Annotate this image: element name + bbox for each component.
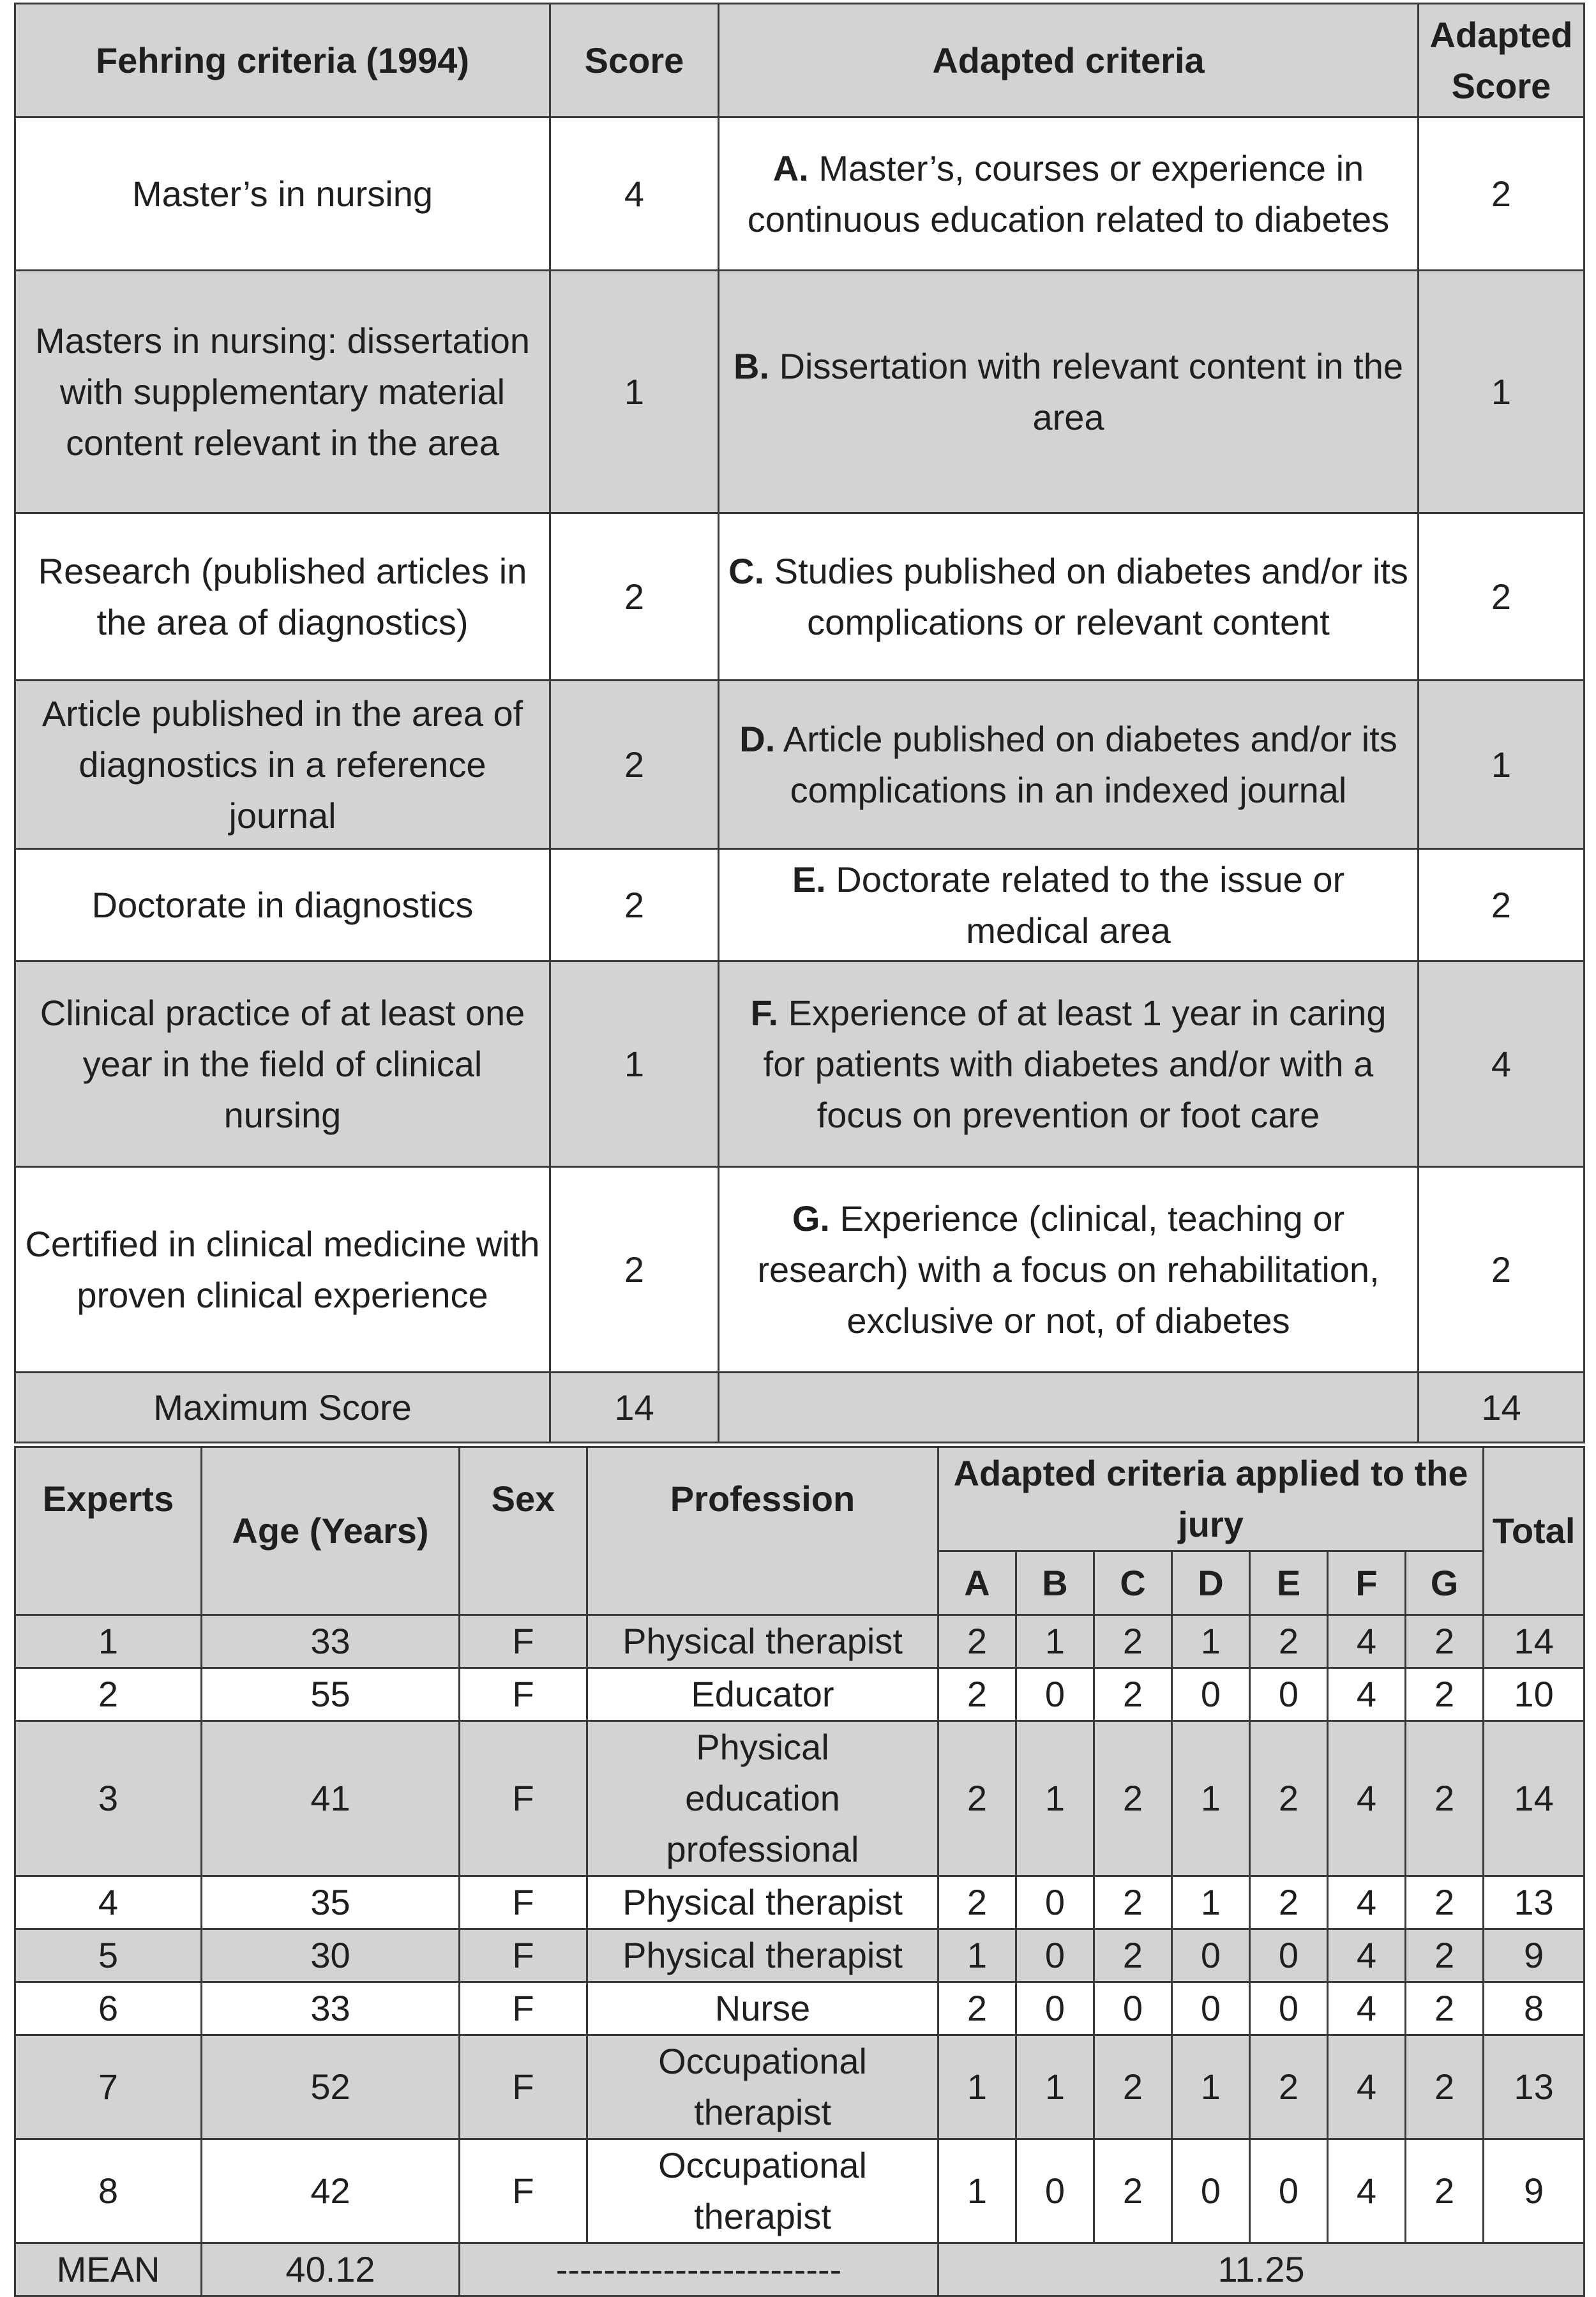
criterion-b-header: B <box>1016 1551 1094 1615</box>
expert-profession: Educator <box>587 1668 938 1721</box>
experts-table <box>14 1446 1585 2297</box>
expert-total: 14 <box>1484 1615 1585 1668</box>
adapted-score-cell: 4 <box>1419 961 1585 1167</box>
criterion-text: Studies published on diabetes and/or its complications or relevant content <box>764 550 1408 642</box>
maximum-score-label: Maximum Score <box>15 1373 550 1443</box>
score-f: 4 <box>1328 2139 1406 2243</box>
fehring-cell: Clinical practice of at least one year in the field of clinical nursing <box>15 961 550 1167</box>
criterion-letter: D. <box>739 718 776 759</box>
expert-row <box>15 1876 1585 1929</box>
score-e: 0 <box>1250 2139 1328 2243</box>
expert-total: 13 <box>1484 2035 1585 2139</box>
expert-age: 52 <box>202 2035 460 2139</box>
criterion-text: Experience of at least 1 year in caring for patients with diabetes and/or with a focus on prevention or foot care <box>763 992 1387 1135</box>
score-d: 1 <box>1172 1721 1250 1876</box>
expert-total: 14 <box>1484 1721 1585 1876</box>
expert-age: 35 <box>202 1876 460 1929</box>
score-e: 0 <box>1250 1929 1328 1982</box>
fehring-cell: Article published in the area of diagnostics in a reference journal <box>15 681 550 849</box>
criterion-d-header: D <box>1172 1551 1250 1615</box>
score-a: 1 <box>938 2035 1016 2139</box>
score-c: 2 <box>1094 1668 1172 1721</box>
expert-row <box>15 1982 1585 2035</box>
criteria-header-row <box>15 4 1585 117</box>
criterion-letter: G. <box>792 1198 830 1239</box>
adapted-score-cell: 2 <box>1419 1167 1585 1373</box>
adapted-cell <box>719 849 1419 961</box>
adapted-score-cell: 1 <box>1419 681 1585 849</box>
criterion-text: Experience (clinical, teaching or research) with a focus on rehabilitation, exclusive or not, of diabetes <box>757 1198 1380 1341</box>
expert-id: 8 <box>15 2139 202 2243</box>
expert-row <box>15 2139 1585 2243</box>
expert-profession: Physical therapist <box>587 1929 938 1982</box>
expert-row <box>15 1668 1585 1721</box>
score-d: 1 <box>1172 2035 1250 2139</box>
fehring-cell: Master’s in nursing <box>15 117 550 271</box>
score-e: 0 <box>1250 1668 1328 1721</box>
score-cell: 2 <box>550 681 719 849</box>
score-b: 1 <box>1016 1615 1094 1668</box>
expert-sex: F <box>460 1982 587 2035</box>
score-f: 4 <box>1328 1929 1406 1982</box>
score-b: 1 <box>1016 1721 1094 1876</box>
score-a: 2 <box>938 1668 1016 1721</box>
score-cell: 4 <box>550 117 719 271</box>
score-e: 2 <box>1250 2035 1328 2139</box>
mean-dashes: ------------------------ <box>460 2243 938 2296</box>
total-header: Total <box>1484 1447 1585 1615</box>
expert-profession: Occupational therapist <box>587 2139 938 2243</box>
expert-profession: Nurse <box>587 1982 938 2035</box>
score-g: 2 <box>1406 1721 1484 1876</box>
adapted-score-cell: 1 <box>1419 271 1585 513</box>
score-f: 4 <box>1328 1615 1406 1668</box>
score-b: 0 <box>1016 2139 1094 2243</box>
expert-id: 7 <box>15 2035 202 2139</box>
score-a: 1 <box>938 1929 1016 1982</box>
score-d: 0 <box>1172 1982 1250 2035</box>
criteria-row <box>15 681 1585 849</box>
adapted-score-cell: 2 <box>1419 117 1585 271</box>
fehring-cell: Research (published articles in the area of diagnostics) <box>15 513 550 681</box>
score-cell: 2 <box>550 513 719 681</box>
score-c: 0 <box>1094 1982 1172 2035</box>
fehring-criteria-table <box>14 3 1585 1443</box>
score-g: 2 <box>1406 1929 1484 1982</box>
criterion-letter: E. <box>792 859 826 900</box>
criteria-row <box>15 1167 1585 1373</box>
score-c: 2 <box>1094 1929 1172 1982</box>
score-d: 0 <box>1172 1929 1250 1982</box>
score-cell: 1 <box>550 271 719 513</box>
criterion-f-header: F <box>1328 1551 1406 1615</box>
score-b: 0 <box>1016 1668 1094 1721</box>
criterion-letter: A. <box>772 147 809 188</box>
criteria-row <box>15 849 1585 961</box>
score-a: 2 <box>938 1876 1016 1929</box>
fehring-header: Fehring criteria (1994) <box>15 4 550 117</box>
criterion-e-header: E <box>1250 1551 1328 1615</box>
score-e: 2 <box>1250 1876 1328 1929</box>
expert-id: 2 <box>15 1668 202 1721</box>
maximum-score-value: 14 <box>550 1373 719 1443</box>
profession-header: Profession <box>587 1447 938 1615</box>
score-a: 1 <box>938 2139 1016 2243</box>
score-cell: 2 <box>550 849 719 961</box>
score-g: 2 <box>1406 2035 1484 2139</box>
score-d: 1 <box>1172 1876 1250 1929</box>
criterion-letter: F. <box>750 992 779 1033</box>
score-c: 2 <box>1094 1615 1172 1668</box>
expert-sex: F <box>460 2035 587 2139</box>
adapted-cell <box>719 1167 1419 1373</box>
score-d: 0 <box>1172 1668 1250 1721</box>
score-g: 2 <box>1406 1668 1484 1721</box>
expert-row <box>15 1929 1585 1982</box>
expert-sex: F <box>460 1876 587 1929</box>
score-g: 2 <box>1406 1615 1484 1668</box>
expert-sex: F <box>460 1929 587 1982</box>
score-b: 1 <box>1016 2035 1094 2139</box>
score-e: 2 <box>1250 1615 1328 1668</box>
score-b: 0 <box>1016 1982 1094 2035</box>
expert-total: 13 <box>1484 1876 1585 1929</box>
adapted-criteria-header: Adapted criteria <box>719 4 1419 117</box>
maximum-adapted-score-value: 14 <box>1419 1373 1585 1443</box>
mean-age: 40.12 <box>202 2243 460 2296</box>
criterion-c-header: C <box>1094 1551 1172 1615</box>
adapted-cell <box>719 961 1419 1167</box>
expert-sex: F <box>460 1721 587 1876</box>
criterion-text: Master’s, courses or experience in continuous education related to diabetes <box>747 147 1390 239</box>
expert-row <box>15 2035 1585 2139</box>
score-f: 4 <box>1328 1721 1406 1876</box>
expert-row <box>15 1721 1585 1876</box>
maximum-score-row <box>15 1373 1585 1443</box>
expert-sex: F <box>460 2139 587 2243</box>
adapted-score-cell: 2 <box>1419 849 1585 961</box>
score-g: 2 <box>1406 1982 1484 2035</box>
expert-row <box>15 1615 1585 1668</box>
criterion-letter: C. <box>728 550 765 591</box>
score-cell: 1 <box>550 961 719 1167</box>
score-f: 4 <box>1328 1668 1406 1721</box>
expert-age: 41 <box>202 1721 460 1876</box>
criteria-row <box>15 117 1585 271</box>
expert-id: 3 <box>15 1721 202 1876</box>
expert-profession: Physical education professional <box>587 1721 938 1876</box>
score-c: 2 <box>1094 2139 1172 2243</box>
score-f: 4 <box>1328 1876 1406 1929</box>
score-d: 0 <box>1172 2139 1250 2243</box>
score-header: Score <box>550 4 719 117</box>
expert-age: 33 <box>202 1615 460 1668</box>
adapted-cell <box>719 513 1419 681</box>
expert-total: 9 <box>1484 1929 1585 1982</box>
expert-profession: Occupational therapist <box>587 2035 938 2139</box>
age-header: Age (Years) <box>202 1447 460 1615</box>
adapted-cell <box>719 681 1419 849</box>
criterion-text: Doctorate related to the issue or medical area <box>825 859 1345 951</box>
score-f: 4 <box>1328 2035 1406 2139</box>
criterion-text: Dissertation with relevant content in the area <box>769 345 1403 437</box>
criterion-g-header: G <box>1406 1551 1484 1615</box>
score-g: 2 <box>1406 1876 1484 1929</box>
score-c: 2 <box>1094 1721 1172 1876</box>
adapted-cell <box>719 117 1419 271</box>
criteria-row <box>15 271 1585 513</box>
sex-header: Sex <box>460 1447 587 1615</box>
score-a: 2 <box>938 1721 1016 1876</box>
adapted-score-cell: 2 <box>1419 513 1585 681</box>
expert-age: 33 <box>202 1982 460 2035</box>
score-e: 2 <box>1250 1721 1328 1876</box>
expert-sex: F <box>460 1668 587 1721</box>
expert-id: 6 <box>15 1982 202 2035</box>
score-g: 2 <box>1406 2139 1484 2243</box>
expert-id: 5 <box>15 1929 202 1982</box>
criteria-applied-header: Adapted criteria applied to the jury <box>938 1447 1484 1551</box>
score-cell: 2 <box>550 1167 719 1373</box>
mean-label: MEAN <box>15 2243 202 2296</box>
experts-header-row <box>15 1447 1585 1551</box>
expert-total: 9 <box>1484 2139 1585 2243</box>
expert-age: 42 <box>202 2139 460 2243</box>
mean-total: 11.25 <box>938 2243 1585 2296</box>
score-e: 0 <box>1250 1982 1328 2035</box>
expert-age: 30 <box>202 1929 460 1982</box>
criterion-letter: B. <box>734 345 770 386</box>
expert-id: 1 <box>15 1615 202 1668</box>
expert-sex: F <box>460 1615 587 1668</box>
fehring-cell: Masters in nursing: dissertation with supplementary material content relevant in the area <box>15 271 550 513</box>
expert-profession: Physical therapist <box>587 1615 938 1668</box>
score-a: 2 <box>938 1982 1016 2035</box>
criteria-row <box>15 961 1585 1167</box>
fehring-cell: Doctorate in diagnostics <box>15 849 550 961</box>
expert-age: 55 <box>202 1668 460 1721</box>
expert-profession: Physical therapist <box>587 1876 938 1929</box>
score-c: 2 <box>1094 1876 1172 1929</box>
adapted-cell <box>719 271 1419 513</box>
fehring-cell: Certified in clinical medicine with proven clinical experience <box>15 1167 550 1373</box>
expert-total: 10 <box>1484 1668 1585 1721</box>
criteria-row <box>15 513 1585 681</box>
adapted-score-header: Adapted Score <box>1419 4 1585 117</box>
score-d: 1 <box>1172 1615 1250 1668</box>
score-f: 4 <box>1328 1982 1406 2035</box>
score-b: 0 <box>1016 1929 1094 1982</box>
empty-cell <box>719 1373 1419 1443</box>
expert-id: 4 <box>15 1876 202 1929</box>
score-b: 0 <box>1016 1876 1094 1929</box>
criterion-text: Article published on diabetes and/or its complications in an indexed journal <box>775 718 1397 810</box>
mean-row <box>15 2243 1585 2296</box>
criterion-a-header: A <box>938 1551 1016 1615</box>
score-a: 2 <box>938 1615 1016 1668</box>
expert-total: 8 <box>1484 1982 1585 2035</box>
experts-header: Experts <box>15 1447 202 1615</box>
score-c: 2 <box>1094 2035 1172 2139</box>
